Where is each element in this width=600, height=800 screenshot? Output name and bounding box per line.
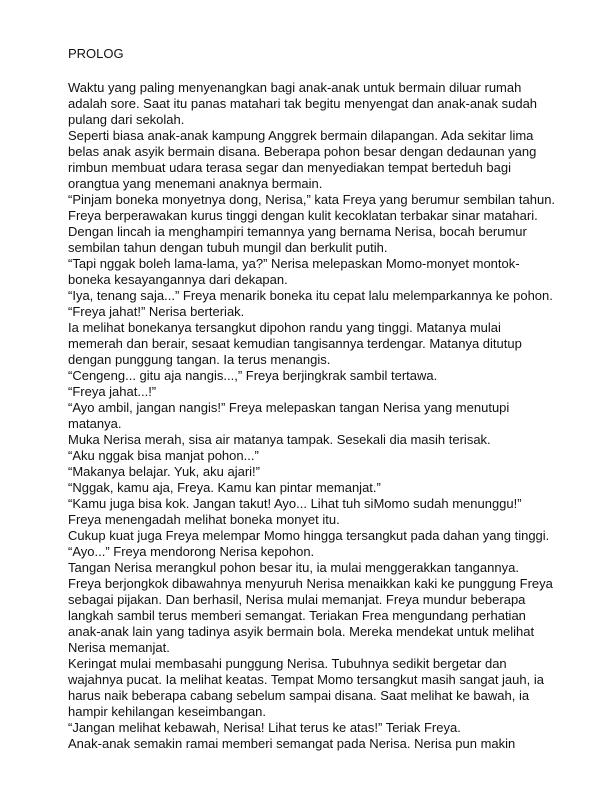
text-line: “Cengeng... gitu aja nangis...,” Freya berjingkrak sambil tertawa. (68, 368, 438, 383)
text-line: anak-anak lain yang tadinya asyik bermain bola. Mereka mendekat untuk melihat (68, 624, 535, 639)
text-line: wajahnya pucat. Ia melihat keatas. Tempat Momo tersangkut masih sangat jauh, ia (68, 672, 544, 687)
text-line: “Freya jahat...!” (68, 384, 157, 399)
text-line: “Ayo...” Freya mendorong Nerisa kepohon. (68, 544, 315, 559)
text-line: Dengan lincah ia menghampiri temannya yang bernama Nerisa, bocah berumur (68, 224, 527, 239)
text-line: “Ayo ambil, jangan nangis!” Freya melepaskan tangan Nerisa yang menutupi (68, 400, 510, 415)
text-line: “Pinjam boneka monyetnya dong, Nerisa,” kata Freya yang berumur sembilan tahun. (68, 192, 556, 207)
text-line: orangtua yang menemani anaknya bermain. (68, 176, 323, 191)
text-line: “Makanya belajar. Yuk, aku ajari!” (68, 464, 260, 479)
text-line: pulang dari sekolah. (68, 112, 185, 127)
text-line: Freya berperawakan kurus tinggi dengan kulit kecoklatan terbakar sinar matahari. (68, 208, 538, 223)
text-line: sembilan tahun dengan tubuh mungil dan berkulit putih. (68, 240, 388, 255)
text-line: Cukup kuat juga Freya melempar Momo hingga tersangkut pada dahan yang tinggi. (68, 528, 550, 543)
text-line: Muka Nerisa merah, sisa air matanya tampak. Sesekali dia masih terisak. (68, 432, 491, 447)
text-line: “Nggak, kamu aja, Freya. Kamu kan pintar memanjat.” (68, 480, 381, 495)
text-line: “Jangan melihat kebawah, Nerisa! Lihat terus ke atas!” Teriak Freya. (68, 720, 461, 735)
story-body (68, 80, 568, 752)
text-line: langkah sambil terus memberi semangat. Teriakan Frea mengundang perhatian (68, 608, 526, 623)
text-line: Waktu yang paling menyenangkan bagi anak-anak untuk bermain diluar rumah (68, 80, 522, 95)
text-line: Anak-anak semakin ramai memberi semangat pada Nerisa. Nerisa pun makin (68, 736, 516, 751)
text-line: rimbun membuat udara terasa segar dan menyediakan tempat berteduh bagi (68, 160, 511, 175)
text-line: adalah sore. Saat itu panas matahari tak begitu menyengat dan anak-anak sudah (68, 96, 538, 111)
text-line: boneka kesayangannya dari dekapan. (68, 272, 288, 287)
page-title: PROLOG (68, 46, 124, 61)
text-line: Keringat mulai membasahi punggung Nerisa. Tubuhnya sedikit bergetar dan (68, 656, 507, 671)
text-line: Freya menengadah melihat boneka monyet itu. (68, 512, 340, 527)
text-line: harus naik beberapa cabang sebelum sampai disana. Saat melihat ke bawah, ia (68, 688, 530, 703)
text-line: dengan punggung tangan. Ia terus menangis. (68, 352, 331, 367)
text-line: “Freya jahat!” Nerisa berteriak. (68, 304, 245, 319)
text-line: memerah dan berair, sesaat kemudian tangisannya terdengar. Matanya ditutup (68, 336, 522, 351)
text-line: matanya. (68, 416, 122, 431)
text-line: “Tapi nggak boleh lama-lama, ya?” Nerisa melepaskan Momo-monyet montok- (68, 256, 520, 271)
text-line: sebagai pijakan. Dan berhasil, Nerisa mulai memanjat. Freya mundur beberapa (68, 592, 526, 607)
text-line: Seperti biasa anak-anak kampung Anggrek bermain dilapangan. Ada sekitar lima (68, 128, 534, 143)
text-line: hampir kehilangan keseimbangan. (68, 704, 267, 719)
text-line: “Iya, tenang saja...” Freya menarik boneka itu cepat lalu melemparkannya ke pohon. (68, 288, 553, 303)
text-line: Freya berjongkok dibawahnya menyuruh Nerisa menaikkan kaki ke punggung Freya (68, 576, 553, 591)
text-line: Tangan Nerisa merangkul pohon besar itu, ia mulai menggerakkan tangannya. (68, 560, 519, 575)
text-line: Nerisa memanjat. (68, 640, 170, 655)
text-line: “Kamu juga bisa kok. Jangan takut! Ayo... Lihat tuh siMomo sudah menunggu!” (68, 496, 522, 511)
text-line: belas anak asyik bermain disana. Beberapa pohon besar dengan dedaunan yang (68, 144, 537, 159)
text-line: “Aku nggak bisa manjat pohon...” (68, 448, 259, 463)
text-line: Ia melihat bonekanya tersangkut dipohon randu yang tinggi. Matanya mulai (68, 320, 501, 335)
